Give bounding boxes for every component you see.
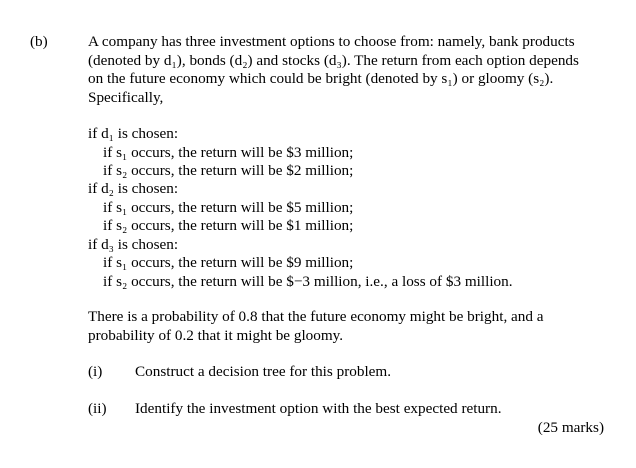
case-outcome: if s₂ occurs, the return will be $−3 million, i.e., a loss of $3 million. [103,273,513,290]
case-outcome: if s₁ occurs, the return will be $3 million; [103,144,354,161]
intro-line: on the future economy which could be bright (denoted by s₁) or gloomy (s₂). [88,70,554,87]
subpart-text: Identify the investment option with the best expected return. [135,400,502,417]
intro-line: A company has three investment options to choose from: namely, bank products [88,33,575,50]
case-outcome: if s₁ occurs, the return will be $9 million; [103,254,354,271]
marks-label: (25 marks) [537,419,604,436]
case-outcome: if s₂ occurs, the return will be $1 million; [103,217,354,234]
subpart-text: Construct a decision tree for this problem. [135,363,392,380]
question-label: (b) [30,33,48,50]
intro-line: (denoted by d₁), bonds (d₂) and stocks (d₃). The return from each option depends [88,52,579,69]
probability-line: probability of 0.2 that it might be gloomy. [88,327,344,344]
intro-line: Specifically, [88,89,164,106]
subpart-label: (i) [88,363,103,380]
case-outcome: if s₁ occurs, the return will be $5 million; [103,199,354,216]
subpart-label: (ii) [88,400,107,417]
case-option-d2: if d₂ is chosen: [88,180,179,197]
case-option-d1: if d₁ is chosen: [88,125,179,142]
probability-line: There is a probability of 0.8 that the future economy might be bright, and a [88,308,544,325]
case-outcome: if s₂ occurs, the return will be $2 million; [103,162,354,179]
case-option-d3: if d₃ is chosen: [88,236,179,253]
